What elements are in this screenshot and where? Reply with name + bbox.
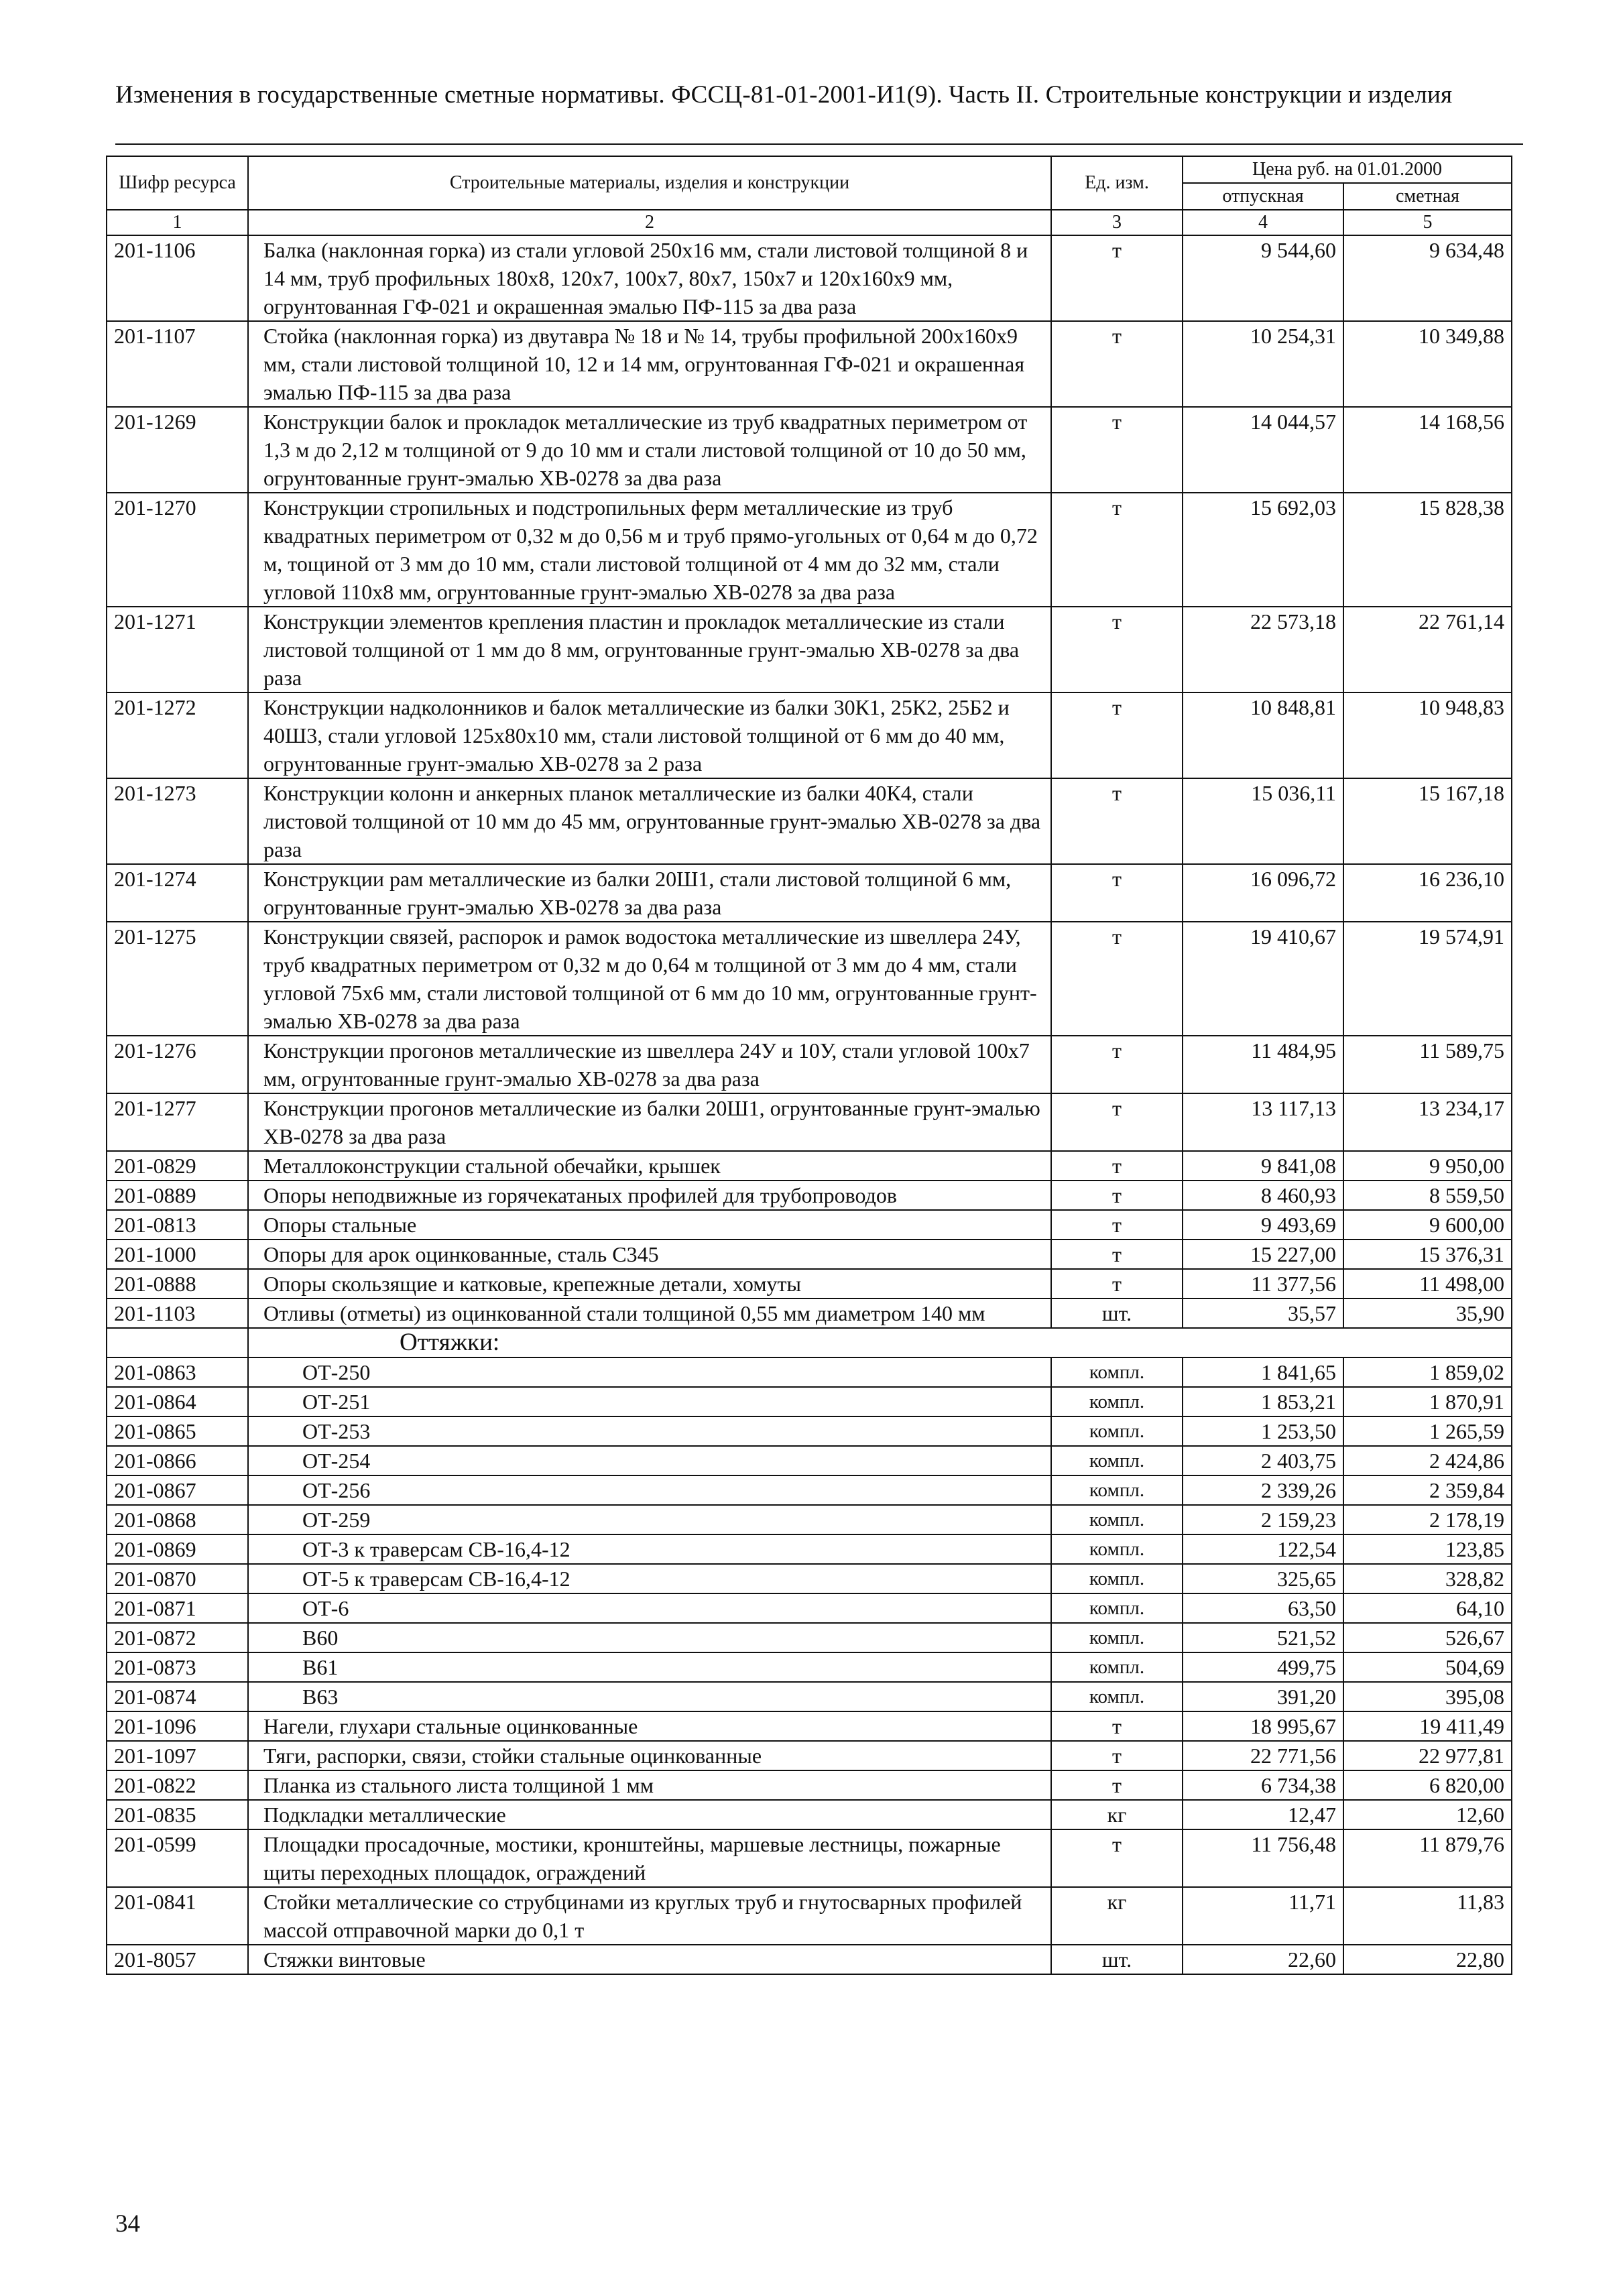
header-price-estimate: сметная — [1343, 183, 1512, 210]
resource-code: 201-1106 — [107, 235, 248, 321]
price-estimate: 35,90 — [1343, 1298, 1512, 1328]
table-row — [107, 1387, 1512, 1416]
header-name: Строительные материалы, изделия и конструкции — [248, 156, 1051, 210]
resource-code: 201-1270 — [107, 493, 248, 607]
price-estimate: 15 167,18 — [1343, 778, 1512, 864]
section-row — [107, 1328, 1512, 1357]
column-number: 2 — [248, 210, 1051, 235]
table-row — [107, 1741, 1512, 1770]
resource-code: 201-8057 — [107, 1945, 248, 1974]
unit-of-measure: т — [1051, 607, 1183, 692]
table-row — [107, 1593, 1512, 1623]
unit-of-measure: т — [1051, 1269, 1183, 1298]
resource-code: 201-0888 — [107, 1269, 248, 1298]
price-release: 16 096,72 — [1183, 864, 1343, 922]
table-row — [107, 1036, 1512, 1093]
unit-of-measure: т — [1051, 1093, 1183, 1151]
column-number: 3 — [1051, 210, 1183, 235]
price-estimate: 12,60 — [1343, 1800, 1512, 1829]
resource-code: 201-0822 — [107, 1770, 248, 1800]
unit-of-measure: компл. — [1051, 1623, 1183, 1652]
price-release: 35,57 — [1183, 1298, 1343, 1328]
price-estimate: 504,69 — [1343, 1652, 1512, 1682]
unit-of-measure: т — [1051, 1741, 1183, 1770]
price-estimate: 11 498,00 — [1343, 1269, 1512, 1298]
table-row — [107, 321, 1512, 407]
price-release: 9 493,69 — [1183, 1210, 1343, 1240]
material-name: Конструкции элементов крепления пластин и прокладок металлические из стали листовой толщиной от 1 мм до 8 мм, огрунтованные грунт-эмалью ХВ-0278 за два раза — [248, 607, 1051, 692]
unit-of-measure: кг — [1051, 1887, 1183, 1945]
price-estimate: 6 820,00 — [1343, 1770, 1512, 1800]
table-row — [107, 1534, 1512, 1564]
resource-code: 201-0871 — [107, 1593, 248, 1623]
material-name: Конструкции рам металлические из балки 20Ш1, стали листовой толщиной 6 мм, огрунтованные грунт-эмалью ХВ-0278 за два раза — [248, 864, 1051, 922]
material-name: Конструкции прогонов металлические из швеллера 24У и 10У, стали угловой 100x7 мм, огрунтованные грунт-эмалью ХВ-0278 за два раза — [248, 1036, 1051, 1093]
table-row — [107, 1093, 1512, 1151]
unit-of-measure: компл. — [1051, 1475, 1183, 1505]
resource-code: 201-1276 — [107, 1036, 248, 1093]
table-row — [107, 1357, 1512, 1387]
price-estimate: 1 859,02 — [1343, 1357, 1512, 1387]
unit-of-measure: т — [1051, 493, 1183, 607]
material-name: ОТ-253 — [248, 1416, 1051, 1446]
column-number: 1 — [107, 210, 248, 235]
table-row — [107, 235, 1512, 321]
resource-code: 201-0865 — [107, 1416, 248, 1446]
material-name: Опоры скользящие и катковые, крепежные детали, хомуты — [248, 1269, 1051, 1298]
price-release: 1 253,50 — [1183, 1416, 1343, 1446]
resource-code: 201-0829 — [107, 1151, 248, 1181]
resource-code: 201-0599 — [107, 1829, 248, 1887]
unit-of-measure: компл. — [1051, 1564, 1183, 1593]
resource-code: 201-0813 — [107, 1210, 248, 1240]
price-estimate: 526,67 — [1343, 1623, 1512, 1652]
header-unit: Ед. изм. — [1051, 156, 1183, 210]
header-price-release: отпускная — [1183, 183, 1343, 210]
table-row — [107, 692, 1512, 778]
unit-of-measure: т — [1051, 1770, 1183, 1800]
price-release: 15 227,00 — [1183, 1240, 1343, 1269]
price-estimate: 2 359,84 — [1343, 1475, 1512, 1505]
column-number: 4 — [1183, 210, 1343, 235]
price-estimate: 9 634,48 — [1343, 235, 1512, 321]
unit-of-measure: т — [1051, 321, 1183, 407]
price-release: 1 841,65 — [1183, 1357, 1343, 1387]
price-estimate: 2 178,19 — [1343, 1505, 1512, 1534]
price-estimate: 10 948,83 — [1343, 692, 1512, 778]
material-name: Опоры для арок оцинкованные, сталь С345 — [248, 1240, 1051, 1269]
table-row — [107, 493, 1512, 607]
material-name: Опоры неподвижные из горячекатаных профилей для трубопроводов — [248, 1181, 1051, 1210]
table-row — [107, 1505, 1512, 1534]
price-estimate: 1 870,91 — [1343, 1387, 1512, 1416]
material-name: Нагели, глухари стальные оцинкованные — [248, 1711, 1051, 1741]
price-release: 15 036,11 — [1183, 778, 1343, 864]
material-name: ОТ-251 — [248, 1387, 1051, 1416]
price-release: 499,75 — [1183, 1652, 1343, 1682]
resource-code: 201-0874 — [107, 1682, 248, 1711]
price-release: 2 159,23 — [1183, 1505, 1343, 1534]
material-name: ОТ-3 к траверсам СВ-16,4-12 — [248, 1534, 1051, 1564]
unit-of-measure: т — [1051, 1181, 1183, 1210]
resource-code: 201-1271 — [107, 607, 248, 692]
resource-code: 201-0841 — [107, 1887, 248, 1945]
price-release: 11 484,95 — [1183, 1036, 1343, 1093]
table-row — [107, 1800, 1512, 1829]
resource-code: 201-0835 — [107, 1800, 248, 1829]
material-name: Стойки металлические со струбцинами из круглых труб и гнутосварных профилей массой отправочной марки до 0,1 т — [248, 1887, 1051, 1945]
table-row — [107, 1623, 1512, 1652]
price-release: 6 734,38 — [1183, 1770, 1343, 1800]
unit-of-measure: т — [1051, 864, 1183, 922]
price-release: 11 756,48 — [1183, 1829, 1343, 1887]
price-estimate: 15 376,31 — [1343, 1240, 1512, 1269]
table-row — [107, 407, 1512, 493]
table-row — [107, 1829, 1512, 1887]
table-row — [107, 1711, 1512, 1741]
material-name: Конструкции связей, распорок и рамок водостока металлические из швеллера 24У, труб квадратных периметром от 0,32 м до 0,64 м толщиной от 3 мм до 4 мм, стали угловой 75x6 мм, стали листовой толщиной от 6 мм до 10 мм, огрунтованные грунт-эмалью ХВ-0278 за два раза — [248, 922, 1051, 1036]
table-body-main — [107, 235, 1512, 1328]
price-release: 63,50 — [1183, 1593, 1343, 1623]
price-release: 15 692,03 — [1183, 493, 1343, 607]
price-estimate: 64,10 — [1343, 1593, 1512, 1623]
price-estimate: 14 168,56 — [1343, 407, 1512, 493]
unit-of-measure: компл. — [1051, 1652, 1183, 1682]
price-estimate: 8 559,50 — [1343, 1181, 1512, 1210]
table-row — [107, 1682, 1512, 1711]
material-name: Подкладки металлические — [248, 1800, 1051, 1829]
table-row — [107, 1210, 1512, 1240]
unit-of-measure: компл. — [1051, 1446, 1183, 1475]
unit-of-measure: компл. — [1051, 1593, 1183, 1623]
material-name: Отливы (отметы) из оцинкованной стали толщиной 0,55 мм диаметром 140 мм — [248, 1298, 1051, 1328]
price-release: 13 117,13 — [1183, 1093, 1343, 1151]
price-release: 122,54 — [1183, 1534, 1343, 1564]
price-release: 10 254,31 — [1183, 321, 1343, 407]
resource-code: 201-1096 — [107, 1711, 248, 1741]
table-row — [107, 1770, 1512, 1800]
table-row — [107, 1151, 1512, 1181]
resource-code: 201-0863 — [107, 1357, 248, 1387]
price-table — [106, 156, 1512, 1975]
resource-code: 201-0872 — [107, 1623, 248, 1652]
unit-of-measure: компл. — [1051, 1534, 1183, 1564]
unit-of-measure: т — [1051, 1151, 1183, 1181]
resource-code: 201-1273 — [107, 778, 248, 864]
unit-of-measure: т — [1051, 692, 1183, 778]
price-release: 11,71 — [1183, 1887, 1343, 1945]
table-row — [107, 1269, 1512, 1298]
price-estimate: 123,85 — [1343, 1534, 1512, 1564]
material-name: Планка из стального листа толщиной 1 мм — [248, 1770, 1051, 1800]
unit-of-measure: кг — [1051, 1800, 1183, 1829]
material-name: ОТ-6 — [248, 1593, 1051, 1623]
unit-of-measure: компл. — [1051, 1387, 1183, 1416]
price-release: 9 841,08 — [1183, 1151, 1343, 1181]
resource-code: 201-0868 — [107, 1505, 248, 1534]
unit-of-measure: т — [1051, 1210, 1183, 1240]
resource-code: 201-1107 — [107, 321, 248, 407]
header-code: Шифр ресурса — [107, 156, 248, 210]
resource-code: 201-1272 — [107, 692, 248, 778]
table-body-rest — [107, 1711, 1512, 1974]
price-estimate: 328,82 — [1343, 1564, 1512, 1593]
table-row — [107, 1475, 1512, 1505]
table-row — [107, 922, 1512, 1036]
column-number: 5 — [1343, 210, 1512, 235]
header-divider — [115, 143, 1523, 145]
table-row — [107, 1181, 1512, 1210]
material-name: Металлоконструкции стальной обечайки, крышек — [248, 1151, 1051, 1181]
price-estimate: 9 600,00 — [1343, 1210, 1512, 1240]
price-release: 10 848,81 — [1183, 692, 1343, 778]
material-name: В60 — [248, 1623, 1051, 1652]
material-name: В61 — [248, 1652, 1051, 1682]
unit-of-measure: т — [1051, 922, 1183, 1036]
resource-code: 201-1097 — [107, 1741, 248, 1770]
price-release: 391,20 — [1183, 1682, 1343, 1711]
price-estimate: 22 977,81 — [1343, 1741, 1512, 1770]
table-row — [107, 607, 1512, 692]
page-number: 34 — [115, 2210, 140, 2238]
price-release: 521,52 — [1183, 1623, 1343, 1652]
table-row — [107, 1887, 1512, 1945]
price-release: 22 573,18 — [1183, 607, 1343, 692]
material-name: ОТ-250 — [248, 1357, 1051, 1387]
material-name: Конструкции надколонников и балок металлические из балки 30К1, 25К2, 25Б2 и 40Ш3, стали угловой 125x80x10 мм, стали листовой толщиной от 6 мм до 40 мм, огрунтованные грунт-эмалью ХВ-0278 за 2 раза — [248, 692, 1051, 778]
resource-code: 201-0873 — [107, 1652, 248, 1682]
material-name: Опоры стальные — [248, 1210, 1051, 1240]
table-row — [107, 864, 1512, 922]
price-estimate: 13 234,17 — [1343, 1093, 1512, 1151]
material-name: Конструкции стропильных и подстропильных ферм металлические из труб квадратных периметром от 0,32 м до 0,56 м и труб прямо-угольных от 0,64 м до 0,72 м, тощиной от 3 мм до 10 мм, стали листовой толщиной от 4 мм до 32 мм, стали угловой 110x8 мм, огрунтованные грунт-эмалью ХВ-0278 за два раза — [248, 493, 1051, 607]
resource-code: 201-1269 — [107, 407, 248, 493]
table-row — [107, 1564, 1512, 1593]
unit-of-measure: т — [1051, 1711, 1183, 1741]
unit-of-measure: компл. — [1051, 1682, 1183, 1711]
header-price-group: Цена руб. на 01.01.2000 — [1183, 156, 1512, 183]
resource-code: 201-0869 — [107, 1534, 248, 1564]
unit-of-measure: т — [1051, 1036, 1183, 1093]
resource-code: 201-0866 — [107, 1446, 248, 1475]
material-name: Конструкции прогонов металлические из балки 20Ш1, огрунтованные грунт-эмалью ХВ-0278 за два раза — [248, 1093, 1051, 1151]
price-estimate: 2 424,86 — [1343, 1446, 1512, 1475]
price-release: 12,47 — [1183, 1800, 1343, 1829]
page-title: Изменения в государственные сметные нормативы. ФССЦ-81-01-2001-И1(9). Часть II. Строительные конструкции и изделия — [115, 81, 1453, 109]
table-header — [107, 156, 1512, 235]
unit-of-measure: шт. — [1051, 1298, 1183, 1328]
material-name: ОТ-259 — [248, 1505, 1051, 1534]
table-row — [107, 1945, 1512, 1974]
resource-code: 201-0867 — [107, 1475, 248, 1505]
resource-code: 201-1000 — [107, 1240, 248, 1269]
price-release: 325,65 — [1183, 1564, 1343, 1593]
price-release: 18 995,67 — [1183, 1711, 1343, 1741]
material-name: Балка (наклонная горка) из стали угловой 250x16 мм, стали листовой толщиной 8 и 14 мм, труб профильных 180x8, 120x7, 100x7, 80x7, 150x7 и 120x160x9 мм, огрунтованная ГФ-021 и окрашенная эмалью ПФ-115 за два раза — [248, 235, 1051, 321]
material-name: ОТ-256 — [248, 1475, 1051, 1505]
table-body-guys — [107, 1357, 1512, 1711]
resource-code: 201-1275 — [107, 922, 248, 1036]
unit-of-measure: т — [1051, 1829, 1183, 1887]
unit-of-measure: шт. — [1051, 1945, 1183, 1974]
price-estimate: 10 349,88 — [1343, 321, 1512, 407]
resource-code: 201-0889 — [107, 1181, 248, 1210]
price-estimate: 19 574,91 — [1343, 922, 1512, 1036]
price-estimate: 16 236,10 — [1343, 864, 1512, 922]
material-name: Стойка (наклонная горка) из двутавра № 18 и № 14, трубы профильной 200x160x9 мм, стали листовой толщиной 10, 12 и 14 мм, огрунтованная ГФ-021 и окрашенная эмалью ПФ-115 за два раза — [248, 321, 1051, 407]
price-release: 22,60 — [1183, 1945, 1343, 1974]
table-row — [107, 1298, 1512, 1328]
price-estimate: 11 879,76 — [1343, 1829, 1512, 1887]
price-estimate: 22,80 — [1343, 1945, 1512, 1974]
unit-of-measure: компл. — [1051, 1416, 1183, 1446]
price-release: 19 410,67 — [1183, 922, 1343, 1036]
price-release: 11 377,56 — [1183, 1269, 1343, 1298]
resource-code: 201-0870 — [107, 1564, 248, 1593]
table-row — [107, 1652, 1512, 1682]
material-name: Конструкции колонн и анкерных планок металлические из балки 40К4, стали листовой толщиной от 10 мм до 45 мм, огрунтованные грунт-эмалью ХВ-0278 за два раза — [248, 778, 1051, 864]
unit-of-measure: т — [1051, 1240, 1183, 1269]
unit-of-measure: т — [1051, 778, 1183, 864]
price-release: 8 460,93 — [1183, 1181, 1343, 1210]
resource-code: 201-0864 — [107, 1387, 248, 1416]
material-name: Стяжки винтовые — [248, 1945, 1051, 1974]
material-name: Конструкции балок и прокладок металлические из труб квадратных периметром от 1,3 м до 2,12 м толщиной от 9 до 10 мм и стали листовой толщиной от 10 до 50 мм, огрунтованные грунт-эмалью ХВ-0278 за два раза — [248, 407, 1051, 493]
unit-of-measure: компл. — [1051, 1357, 1183, 1387]
section-code-cell — [107, 1328, 248, 1357]
price-release: 2 339,26 — [1183, 1475, 1343, 1505]
unit-of-measure: компл. — [1051, 1505, 1183, 1534]
price-estimate: 9 950,00 — [1343, 1151, 1512, 1181]
price-estimate: 15 828,38 — [1343, 493, 1512, 607]
price-release: 14 044,57 — [1183, 407, 1343, 493]
price-release: 22 771,56 — [1183, 1741, 1343, 1770]
price-estimate: 22 761,14 — [1343, 607, 1512, 692]
table-row — [107, 1446, 1512, 1475]
resource-code: 201-1277 — [107, 1093, 248, 1151]
material-name: ОТ-254 — [248, 1446, 1051, 1475]
price-estimate: 1 265,59 — [1343, 1416, 1512, 1446]
price-release: 1 853,21 — [1183, 1387, 1343, 1416]
price-estimate: 395,08 — [1343, 1682, 1512, 1711]
price-estimate: 11,83 — [1343, 1887, 1512, 1945]
table-row — [107, 778, 1512, 864]
price-estimate: 11 589,75 — [1343, 1036, 1512, 1093]
price-release: 2 403,75 — [1183, 1446, 1343, 1475]
material-name: ОТ-5 к траверсам СВ-16,4-12 — [248, 1564, 1051, 1593]
unit-of-measure: т — [1051, 407, 1183, 493]
resource-code: 201-1103 — [107, 1298, 248, 1328]
unit-of-measure: т — [1051, 235, 1183, 321]
price-estimate: 19 411,49 — [1343, 1711, 1512, 1741]
material-name: В63 — [248, 1682, 1051, 1711]
table-row — [107, 1416, 1512, 1446]
price-release: 9 544,60 — [1183, 235, 1343, 321]
table-row — [107, 1240, 1512, 1269]
section-title: Оттяжки: — [248, 1328, 1512, 1357]
resource-code: 201-1274 — [107, 864, 248, 922]
material-name: Площадки просадочные, мостики, кронштейны, маршевые лестницы, пожарные щиты переходных площадок, ограждений — [248, 1829, 1051, 1887]
material-name: Тяги, распорки, связи, стойки стальные оцинкованные — [248, 1741, 1051, 1770]
